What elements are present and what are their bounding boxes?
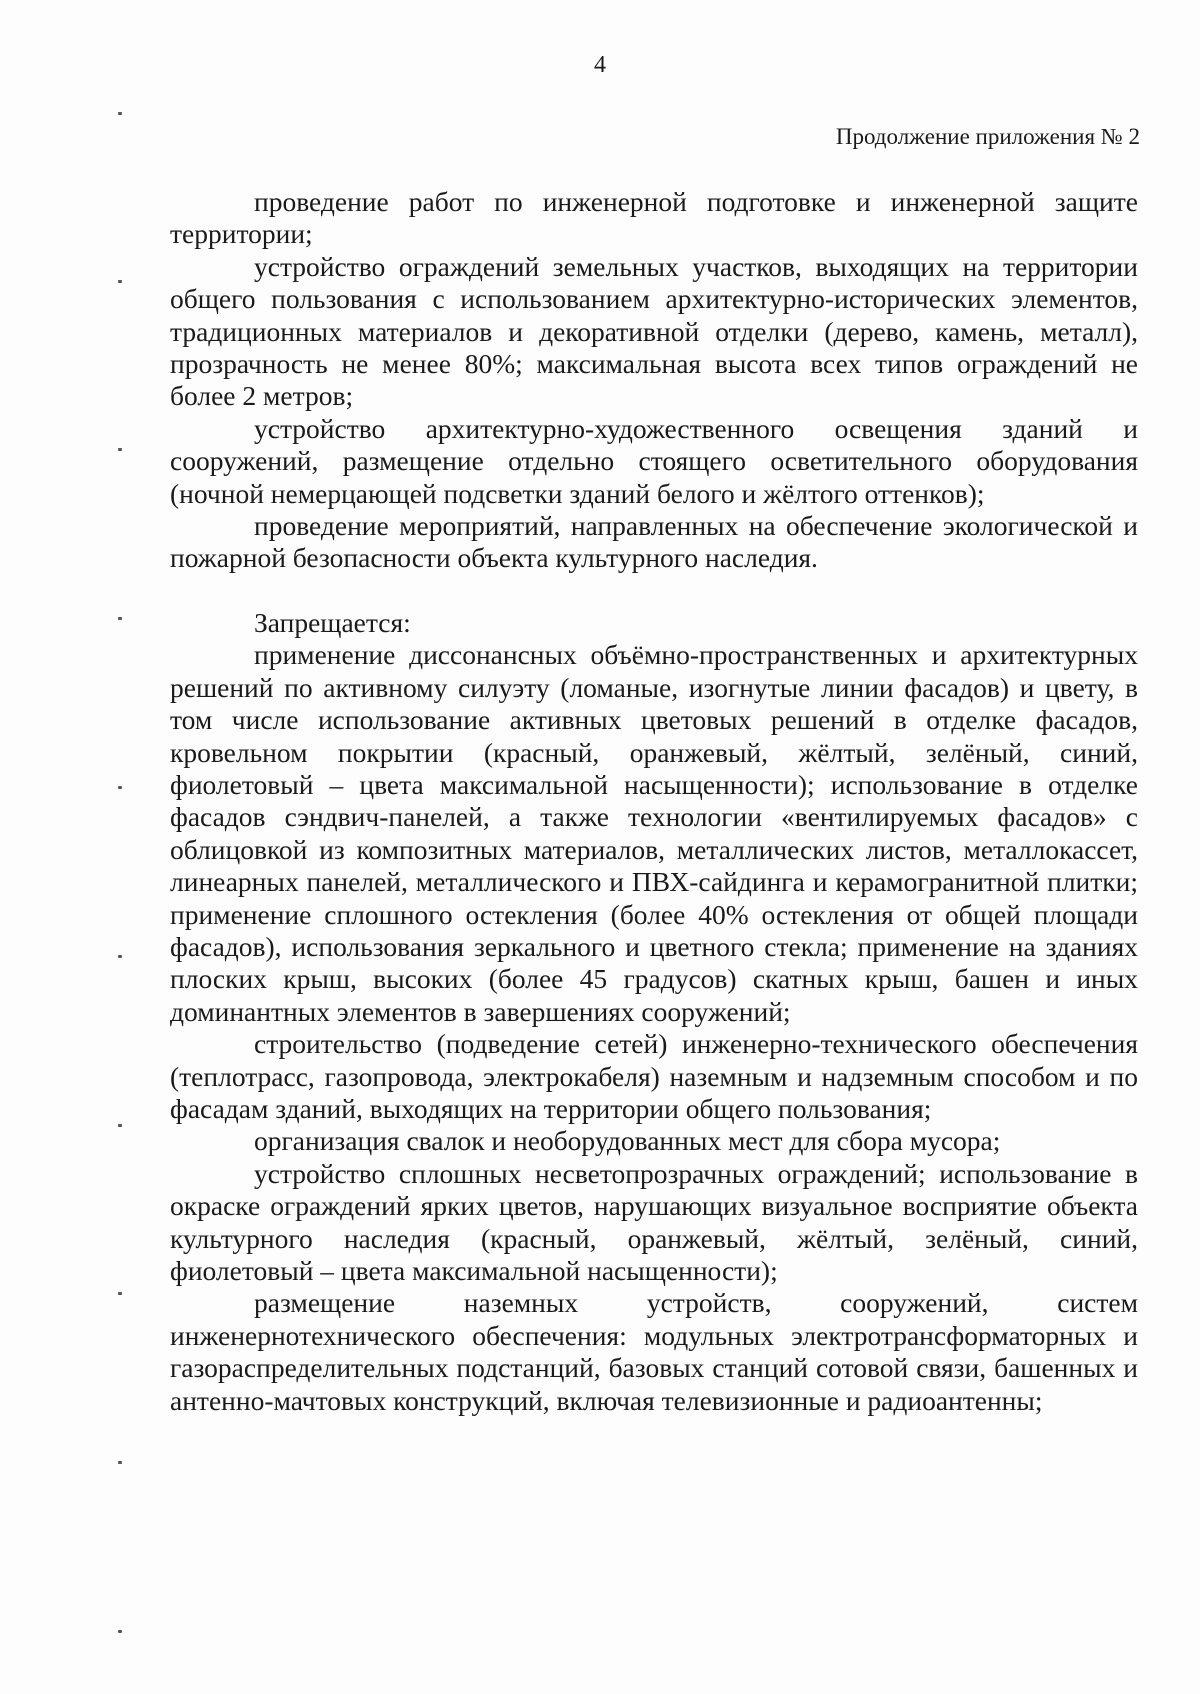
paragraph: применение диссонансных объёмно-пространственных и архитектурных решений по активному силуэту (ломаные, изогнутые линии фасадов) и цвету, в том числе использование активных цветовых решений в отделке фасадов, кровельном покрытии (красный, оранжевый, жёлтый, зелёный, синий, фиолетовый – цвета максимальной насыщенности); использование в отделке фасадов сэндвич-панелей, а также технологии «вентилируемых фасадов» с облицовкой из композитных материалов, металлических листов, металлокассет, линеарных панелей, металлического и ПВХ-сайдинга и керамогранитной плитки; применение сплошного остекления (более 40% остекления от общей площади фасадов), использования зеркального и цветного стекла; применение на зданиях плоских крыш, высоких (более 45 градусов) скатных крыш, башен и иных доминантных элементов в завершениях сооружений; [170,639,1138,1027]
paragraph: проведение работ по инженерной подготовке и инженерной защите территории; [170,186,1138,250]
scan-mark [118,1630,122,1633]
scan-mark [118,112,122,115]
paragraph: строительство (подведение сетей) инженерно-технического обеспечения (теплотрасс, газопровода, электрокабеля) наземным и надземным способом и по фасадам зданий, выходящих на территории общего пользования; [170,1028,1138,1124]
scan-mark [118,1292,122,1295]
page-number: 4 [594,52,606,78]
scan-margin-marks [118,0,134,1694]
paragraph: устройство ограждений земельных участков, выходящих на территории общего пользования с использованием архитектурно-исторических элементов, традиционных материалов и декоративной отделки (дерево, камень, металл), прозрачность не менее 80%; максимальная высота всех типов ограждений не более 2 метров; [170,250,1138,412]
paragraph: устройство сплошных несветопрозрачных ограждений; использование в окраске ограждений ярких цветов, нарушающих визуальное восприятие объекта культурного наследия (красный, оранжевый, жёлтый, зелёный, синий, фиолетовый – цвета максимальной насыщенности); [170,1157,1138,1286]
scan-mark [118,1124,122,1127]
scan-mark [118,280,122,283]
scan-mark [118,617,122,620]
document-body [170,186,1138,1417]
scan-mark [118,448,122,451]
paragraph: устройство архитектурно-художественного освещения зданий и сооружений, размещение отдельно стоящего осветительного оборудования (ночной немерцающей подсветки зданий белого и жёлтого оттенков); [170,412,1138,509]
paragraph: проведение мероприятий, направленных на обеспечение экологической и пожарной безопасности объекта культурного наследия. [170,510,1138,574]
scan-mark [118,786,122,789]
appendix-continuation-note: Продолжение приложения № 2 [835,124,1140,149]
scan-mark [118,1461,122,1464]
paragraph: размещение наземных устройств, сооружений, систем инженернотехнического обеспечения: модульных электротрансформаторных и газораспределительных подстанций, базовых станций сотовой связи, башенных и антенно-мачтовых конструкций, включая телевизионные и радиоантенны; [170,1287,1138,1416]
scan-mark [118,955,122,958]
paragraph: организация свалок и необорудованных мест для сбора мусора; [254,1125,1001,1157]
section-heading-prohibited: Запрещается: [254,606,411,638]
